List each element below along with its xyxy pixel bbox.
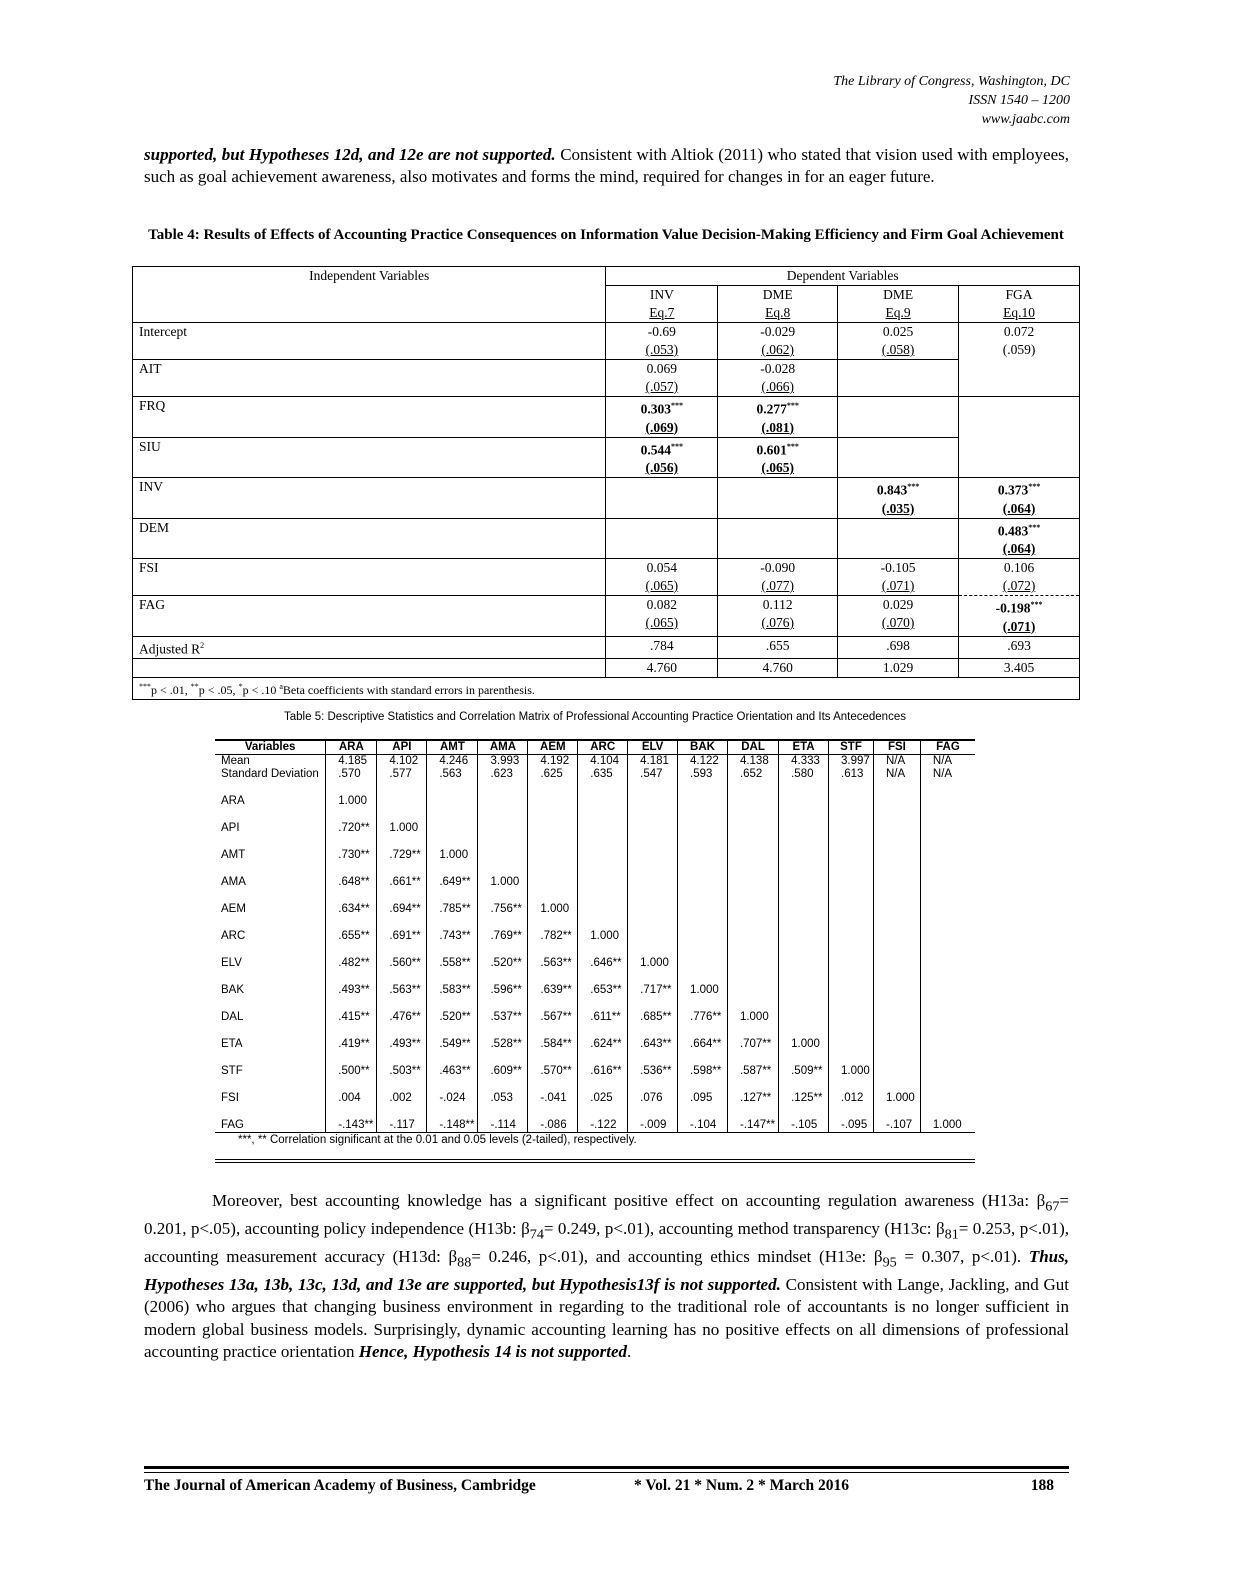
table5-cell: .664** <box>678 1024 728 1051</box>
table5-cell: -.009 <box>628 1105 678 1133</box>
col-header: DME Eq.8 <box>718 286 838 323</box>
table5-cell: 3.993 <box>478 755 528 769</box>
table5-cell: .584** <box>528 1024 578 1051</box>
table4 <box>132 266 1080 700</box>
table5-cell: .580 <box>779 768 829 781</box>
table5-cell: .707** <box>727 1024 778 1051</box>
table5-bottom-rule <box>215 1159 975 1163</box>
table5-cell <box>873 943 920 970</box>
page-header <box>833 72 1070 129</box>
table5-cell <box>628 862 678 889</box>
table5-cell <box>727 781 778 808</box>
header-library: The Library of Congress, Washington, DC <box>833 74 1070 89</box>
table5-cell: .646** <box>578 943 628 970</box>
table5-cell: .776** <box>678 997 728 1024</box>
col-header: FGA Eq.10 <box>959 286 1080 323</box>
table5-cell: .596** <box>478 970 528 997</box>
table5-cell: .520** <box>478 943 528 970</box>
table5-cell: .635 <box>578 768 628 781</box>
table5-cell: .769** <box>478 916 528 943</box>
table-row <box>215 997 975 1024</box>
table5-cell <box>779 970 829 997</box>
table5-col-header: ELV <box>628 740 678 755</box>
table5-cell: .563 <box>427 768 478 781</box>
table5-cell <box>829 808 874 835</box>
table5-sd-row <box>215 768 975 781</box>
table-row <box>215 1105 975 1133</box>
table5-cell: .567** <box>528 997 578 1024</box>
table5-cell: -.041 <box>528 1078 578 1105</box>
table5-cell: -.024 <box>427 1078 478 1105</box>
table5-cell: 1.000 <box>873 1078 920 1105</box>
table5-cell: .463** <box>427 1051 478 1078</box>
table5-cell: 1.000 <box>920 1105 975 1133</box>
row-label: FSI <box>221 1092 239 1104</box>
table5-cell: -.095 <box>829 1105 874 1133</box>
table-row: 4.760 4.760 1.029 3.405 <box>133 659 1080 678</box>
table5-cell: N/A <box>873 755 920 769</box>
paragraph-text: Consistent with Altiok (2011) who stated that vision used with employees, such as goal achievement awareness, also motivates and forms the mind, required for changes in for an eager future. <box>144 145 1069 186</box>
table5-cell <box>628 781 678 808</box>
footer-journal: The Journal of American Academy of Business, Cambridge <box>144 1477 536 1494</box>
table5-cell: 3.997 <box>829 755 874 769</box>
table5-cell: -.086 <box>528 1105 578 1133</box>
table5-cell <box>873 1051 920 1078</box>
table5-cell: 1.000 <box>678 970 728 997</box>
table5-cell <box>727 808 778 835</box>
table5-cell <box>678 916 728 943</box>
table5-cell: .653** <box>578 970 628 997</box>
table5-cell <box>377 781 427 808</box>
table5-cell <box>628 889 678 916</box>
table5-cell <box>920 997 975 1024</box>
table5-cell: .611** <box>578 997 628 1024</box>
row-label: FAG <box>215 1105 326 1133</box>
table5-cell: 1.000 <box>578 916 628 943</box>
table5-cell: .002 <box>377 1078 427 1105</box>
table5-cell: N/A <box>873 768 920 781</box>
footer-rule-thick <box>144 1466 1069 1469</box>
table5-cell <box>873 862 920 889</box>
table5-cell: -.148** <box>427 1105 478 1133</box>
indep-vars-header: Independent Variables <box>133 267 606 323</box>
table5-cell <box>727 862 778 889</box>
table5-cell: 4.333 <box>779 755 829 769</box>
emphasis-text: supported, but Hypotheses 12d, and 12e are not supported. <box>144 145 556 164</box>
row-label: AEM <box>221 903 246 915</box>
row-label: AMT <box>221 849 246 861</box>
table5-cell <box>528 808 578 835</box>
table5-cell <box>873 1024 920 1051</box>
row-label: ARC <box>221 930 246 942</box>
table5-cell: -.143** <box>326 1105 377 1133</box>
table5-cell <box>873 781 920 808</box>
table5-cell <box>478 781 528 808</box>
table5-cell <box>427 781 478 808</box>
table5-cell: .598** <box>678 1051 728 1078</box>
table5-cell <box>920 943 975 970</box>
table5-cell <box>829 835 874 862</box>
table5-header-row <box>215 740 975 755</box>
table5-title: Table 5: Descriptive Statistics and Correlation Matrix of Professional Accounting Practice Orientation and Its Antecedences <box>284 711 906 723</box>
table5-cell <box>920 1051 975 1078</box>
table5-cell <box>829 916 874 943</box>
table-row <box>215 862 975 889</box>
header-issn: ISSN 1540 – 1200 <box>968 93 1070 108</box>
table-row: FSI 0.054 (.065) -0.090 (.077) -0.105 (.071) 0.106 (.072) <box>133 559 1080 596</box>
table5-cell: .743** <box>427 916 478 943</box>
table5-cell: .004 <box>326 1078 377 1105</box>
table5-cell: .661** <box>377 862 427 889</box>
table5-cell: 4.181 <box>628 755 678 769</box>
table5-cell: .563** <box>377 970 427 997</box>
table4-note-row: ***p < .01, **p < .05, *p < .10 $^a$Beta coefficients with standard errors in parenthesis. <box>133 678 1080 700</box>
table5-cell <box>920 970 975 997</box>
table5-cell: 1.000 <box>727 997 778 1024</box>
table5-cell: 4.185 <box>326 755 377 769</box>
table5-cell: .694** <box>377 889 427 916</box>
table5-cell: .076 <box>628 1078 678 1105</box>
table5-cell: -.114 <box>478 1105 528 1133</box>
table5-cell <box>920 862 975 889</box>
table5-cell <box>528 781 578 808</box>
table5-cell <box>628 808 678 835</box>
table-row <box>215 1078 975 1105</box>
table5-cell <box>678 862 728 889</box>
table5-cell: .419** <box>326 1024 377 1051</box>
table5-cell: .560** <box>377 943 427 970</box>
table5-cell: N/A <box>920 755 975 769</box>
table5-cell: .655** <box>326 916 377 943</box>
table5-cell <box>727 889 778 916</box>
table-row <box>215 781 975 808</box>
table5-cell: .613 <box>829 768 874 781</box>
table-row: FRQ 0.303*** (.069) 0.277*** (.081) <box>133 397 1080 438</box>
table5-col-header: STF <box>829 740 874 755</box>
row-label: ELV <box>221 957 242 969</box>
table5-cell: 1.000 <box>829 1051 874 1078</box>
table5-cell <box>873 808 920 835</box>
table5-cell: .520** <box>427 997 478 1024</box>
table5-cell: .785** <box>427 889 478 916</box>
row-label: Mean <box>221 755 250 767</box>
paragraph-results: Moreover, best accounting knowledge has a significant positive effect on accounting regulation awareness (H13a: $\beta_{67}= 0.201$, p<.05), accounting policy independence (H13b: $\beta_{74}= 0.249$, p<.01), accounting method transparency (H13c: $\beta_{81}= 0.253$, p<.01), accounting measurement accuracy (H13d: $\beta_{88}= 0.246$, p<.01), and accounting ethics mindset (H13e: $\beta_{95} = 0.307$, p<.01). Thus, Hypotheses 13a, 13b, 13c, 13d, and 13e are supported, but Hypothesis13f is not supported. Consistent with Lange, Jackling, and Gut (2006) who argues that changing business environment in regarding to the traditional role of accountants is no longer sufficient in modern global business models. Surprisingly, dynamic accounting learning has no positive effects on all dimensions of professional accounting practice orientation Hence, Hypothesis 14 is not supported. <box>144 1191 1070 1362</box>
table5-cell: .624** <box>578 1024 628 1051</box>
table5-col-header: FAG <box>920 740 975 755</box>
table5-cell <box>920 1078 975 1105</box>
table5-cell <box>779 916 829 943</box>
table5-cell: .639** <box>528 970 578 997</box>
table-row <box>215 943 975 970</box>
table5-cell: .127** <box>727 1078 778 1105</box>
table5-cell: 1.000 <box>628 943 678 970</box>
table5-cell: .685** <box>628 997 678 1024</box>
table5-cell: 4.138 <box>727 755 778 769</box>
table5-cell <box>920 916 975 943</box>
table5 <box>215 739 975 1133</box>
table5-cell: .012 <box>829 1078 874 1105</box>
table5-col-header: BAK <box>678 740 728 755</box>
table5-cell: 1.000 <box>427 835 478 862</box>
table5-cell: .558** <box>427 943 478 970</box>
table5-cell: .634** <box>326 889 377 916</box>
table5-cell <box>829 862 874 889</box>
table5-cell: .415** <box>326 997 377 1024</box>
table5-cell: -.107 <box>873 1105 920 1133</box>
table5-cell: 4.122 <box>678 755 728 769</box>
table5-cell <box>829 781 874 808</box>
table5-cell <box>779 808 829 835</box>
table5-cell: 4.102 <box>377 755 427 769</box>
table5-cell <box>829 1024 874 1051</box>
row-label: Standard Deviation <box>221 768 319 780</box>
table5-cell <box>528 862 578 889</box>
table5-note: ***, ** Correlation significant at the 0.01 and 0.05 levels (2-tailed), respectively. <box>238 1134 637 1146</box>
table5-cell: .493** <box>377 1024 427 1051</box>
table5-cell <box>528 835 578 862</box>
row-label: STF <box>221 1065 243 1077</box>
table5-cell <box>920 781 975 808</box>
table5-cell <box>678 943 728 970</box>
table5-cell: .623 <box>478 768 528 781</box>
table5-cell: .536** <box>628 1051 678 1078</box>
table5-cell <box>578 808 628 835</box>
table-row: INV 0.843*** (.035) 0.373*** (.064) <box>133 478 1080 519</box>
table5-cell: -.105 <box>779 1105 829 1133</box>
row-label: DAL <box>221 1011 244 1023</box>
col-header: INV Eq.7 <box>606 286 718 323</box>
table5-cell: .643** <box>628 1024 678 1051</box>
col-header: DME Eq.9 <box>838 286 959 323</box>
table5-cell <box>678 889 728 916</box>
table5-cell <box>920 889 975 916</box>
table-row <box>215 1024 975 1051</box>
table5-cell: -.147** <box>727 1105 778 1133</box>
table5-cell <box>578 889 628 916</box>
table5-cell: .095 <box>678 1078 728 1105</box>
table5-col-header: AMA <box>478 740 528 755</box>
table5-cell <box>779 943 829 970</box>
table5-cell: 1.000 <box>478 862 528 889</box>
table-row: FAG 0.082 (.065) 0.112 (.076) 0.029 (.070) -0.198*** (.071) <box>133 596 1080 637</box>
table-row <box>215 970 975 997</box>
table5-cell: .547 <box>628 768 678 781</box>
table5-cell: .717** <box>628 970 678 997</box>
table5-cell: .730** <box>326 835 377 862</box>
table5-cell <box>829 943 874 970</box>
row-label: API <box>221 822 240 834</box>
table5-cell: .570 <box>326 768 377 781</box>
table5-col-header: ARA <box>326 740 377 755</box>
table5-cell: -.104 <box>678 1105 728 1133</box>
table5-cell <box>478 835 528 862</box>
table4-title: Table 4: Results of Effects of Accounting Practice Consequences on Information Value Decision-Making Efficiency and Firm Goal Achievement <box>148 227 1064 243</box>
row-label: BAK <box>221 984 245 996</box>
table5-cell <box>920 1024 975 1051</box>
table5-cell <box>427 808 478 835</box>
dep-vars-header: Dependent Variables <box>606 267 1080 286</box>
footer-volume: * Vol. 21 * Num. 2 * March 2016 <box>634 1477 850 1494</box>
table5-cell <box>478 808 528 835</box>
table5-cell <box>920 808 975 835</box>
table5-cell <box>873 997 920 1024</box>
table5-cell: -.117 <box>377 1105 427 1133</box>
table5-cell: .125** <box>779 1078 829 1105</box>
table5-cell <box>779 781 829 808</box>
table5-cell <box>829 970 874 997</box>
table5-col-header: AEM <box>528 740 578 755</box>
table5-cell <box>873 916 920 943</box>
table5-cell <box>829 889 874 916</box>
table5-cell: 1.000 <box>528 889 578 916</box>
table-row: AIT 0.069 (.057) -0.028 (.066) <box>133 360 1080 397</box>
footer-rule-thin <box>144 1472 1069 1473</box>
table5-cell <box>727 970 778 997</box>
table5-cell: .053 <box>478 1078 528 1105</box>
table-row <box>215 916 975 943</box>
paragraph-intro <box>144 144 1069 188</box>
table5-cell: .649** <box>427 862 478 889</box>
table5-cell: 1.000 <box>326 781 377 808</box>
table5-cell <box>779 889 829 916</box>
header-url: www.jaabc.com <box>981 112 1070 127</box>
table5-col-header: Variables <box>215 740 326 755</box>
table5-cell <box>727 916 778 943</box>
table5-cell <box>628 916 678 943</box>
table5-col-header: ETA <box>779 740 829 755</box>
table-row <box>215 808 975 835</box>
table5-cell <box>873 970 920 997</box>
table5-cell <box>829 997 874 1024</box>
table5-cell <box>727 943 778 970</box>
table5-cell: .500** <box>326 1051 377 1078</box>
table5-cell <box>578 835 628 862</box>
table5-cell: N/A <box>920 768 975 781</box>
table5-cell: .609** <box>478 1051 528 1078</box>
table5-cell <box>727 835 778 862</box>
table5-cell: .691** <box>377 916 427 943</box>
table5-cell: .616** <box>578 1051 628 1078</box>
table5-cell: .493** <box>326 970 377 997</box>
table5-cell: 4.104 <box>578 755 628 769</box>
table-row: SIU 0.544*** (.056) 0.601*** (.065) <box>133 437 1080 478</box>
table5-cell <box>873 889 920 916</box>
table-row: Adjusted $R^2$ .784 .655 .698 .693 <box>133 636 1080 659</box>
table5-cell: .625 <box>528 768 578 781</box>
table5-cell: .729** <box>377 835 427 862</box>
table-row <box>215 889 975 916</box>
table5-cell <box>678 781 728 808</box>
table-row <box>215 1051 975 1078</box>
table5-cell <box>779 862 829 889</box>
table5-cell: .503** <box>377 1051 427 1078</box>
table5-cell: .570** <box>528 1051 578 1078</box>
table5-cell: .025 <box>578 1078 628 1105</box>
table5-cell: .577 <box>377 768 427 781</box>
row-label: AMA <box>221 876 246 888</box>
table5-cell <box>678 808 728 835</box>
table5-col-header: AMT <box>427 740 478 755</box>
table5-cell <box>578 781 628 808</box>
row-label: ARA <box>221 795 245 807</box>
table5-cell: 4.246 <box>427 755 478 769</box>
table5-col-header: FSI <box>873 740 920 755</box>
table5-col-header: API <box>377 740 427 755</box>
table5-cell <box>779 997 829 1024</box>
table5-col-header: DAL <box>727 740 778 755</box>
table5-cell: .482** <box>326 943 377 970</box>
table5-cell: .583** <box>427 970 478 997</box>
table5-cell <box>920 835 975 862</box>
table5-cell: .476** <box>377 997 427 1024</box>
table5-cell <box>678 835 728 862</box>
table-row <box>215 835 975 862</box>
table5-cell: .509** <box>779 1051 829 1078</box>
table5-col-header: ARC <box>578 740 628 755</box>
page-number: 188 <box>1030 1477 1054 1494</box>
table5-cell: -.122 <box>578 1105 628 1133</box>
row-label: ETA <box>221 1038 243 1050</box>
table5-cell: .756** <box>478 889 528 916</box>
table5-cell <box>873 835 920 862</box>
table5-cell: .587** <box>727 1051 778 1078</box>
table5-cell: .528** <box>478 1024 528 1051</box>
table5-cell <box>779 835 829 862</box>
table5-mean-row <box>215 755 975 769</box>
table5-cell: .563** <box>528 943 578 970</box>
table5-cell: .648** <box>326 862 377 889</box>
table5-cell: .720** <box>326 808 377 835</box>
table5-cell <box>628 835 678 862</box>
table5-cell: .537** <box>478 997 528 1024</box>
table5-cell: 4.192 <box>528 755 578 769</box>
table5-cell: .782** <box>528 916 578 943</box>
table-row: DEM 0.483*** (.064) <box>133 518 1080 559</box>
table5-cell: 1.000 <box>779 1024 829 1051</box>
table5-cell: .652 <box>727 768 778 781</box>
table5-cell: 1.000 <box>377 808 427 835</box>
table5-cell: .549** <box>427 1024 478 1051</box>
table5-cell: .593 <box>678 768 728 781</box>
table-row: Intercept -0.69 (.053) -0.029 (.062) 0.025 (.058) 0.072 (.059) <box>133 323 1080 360</box>
table5-cell <box>578 862 628 889</box>
